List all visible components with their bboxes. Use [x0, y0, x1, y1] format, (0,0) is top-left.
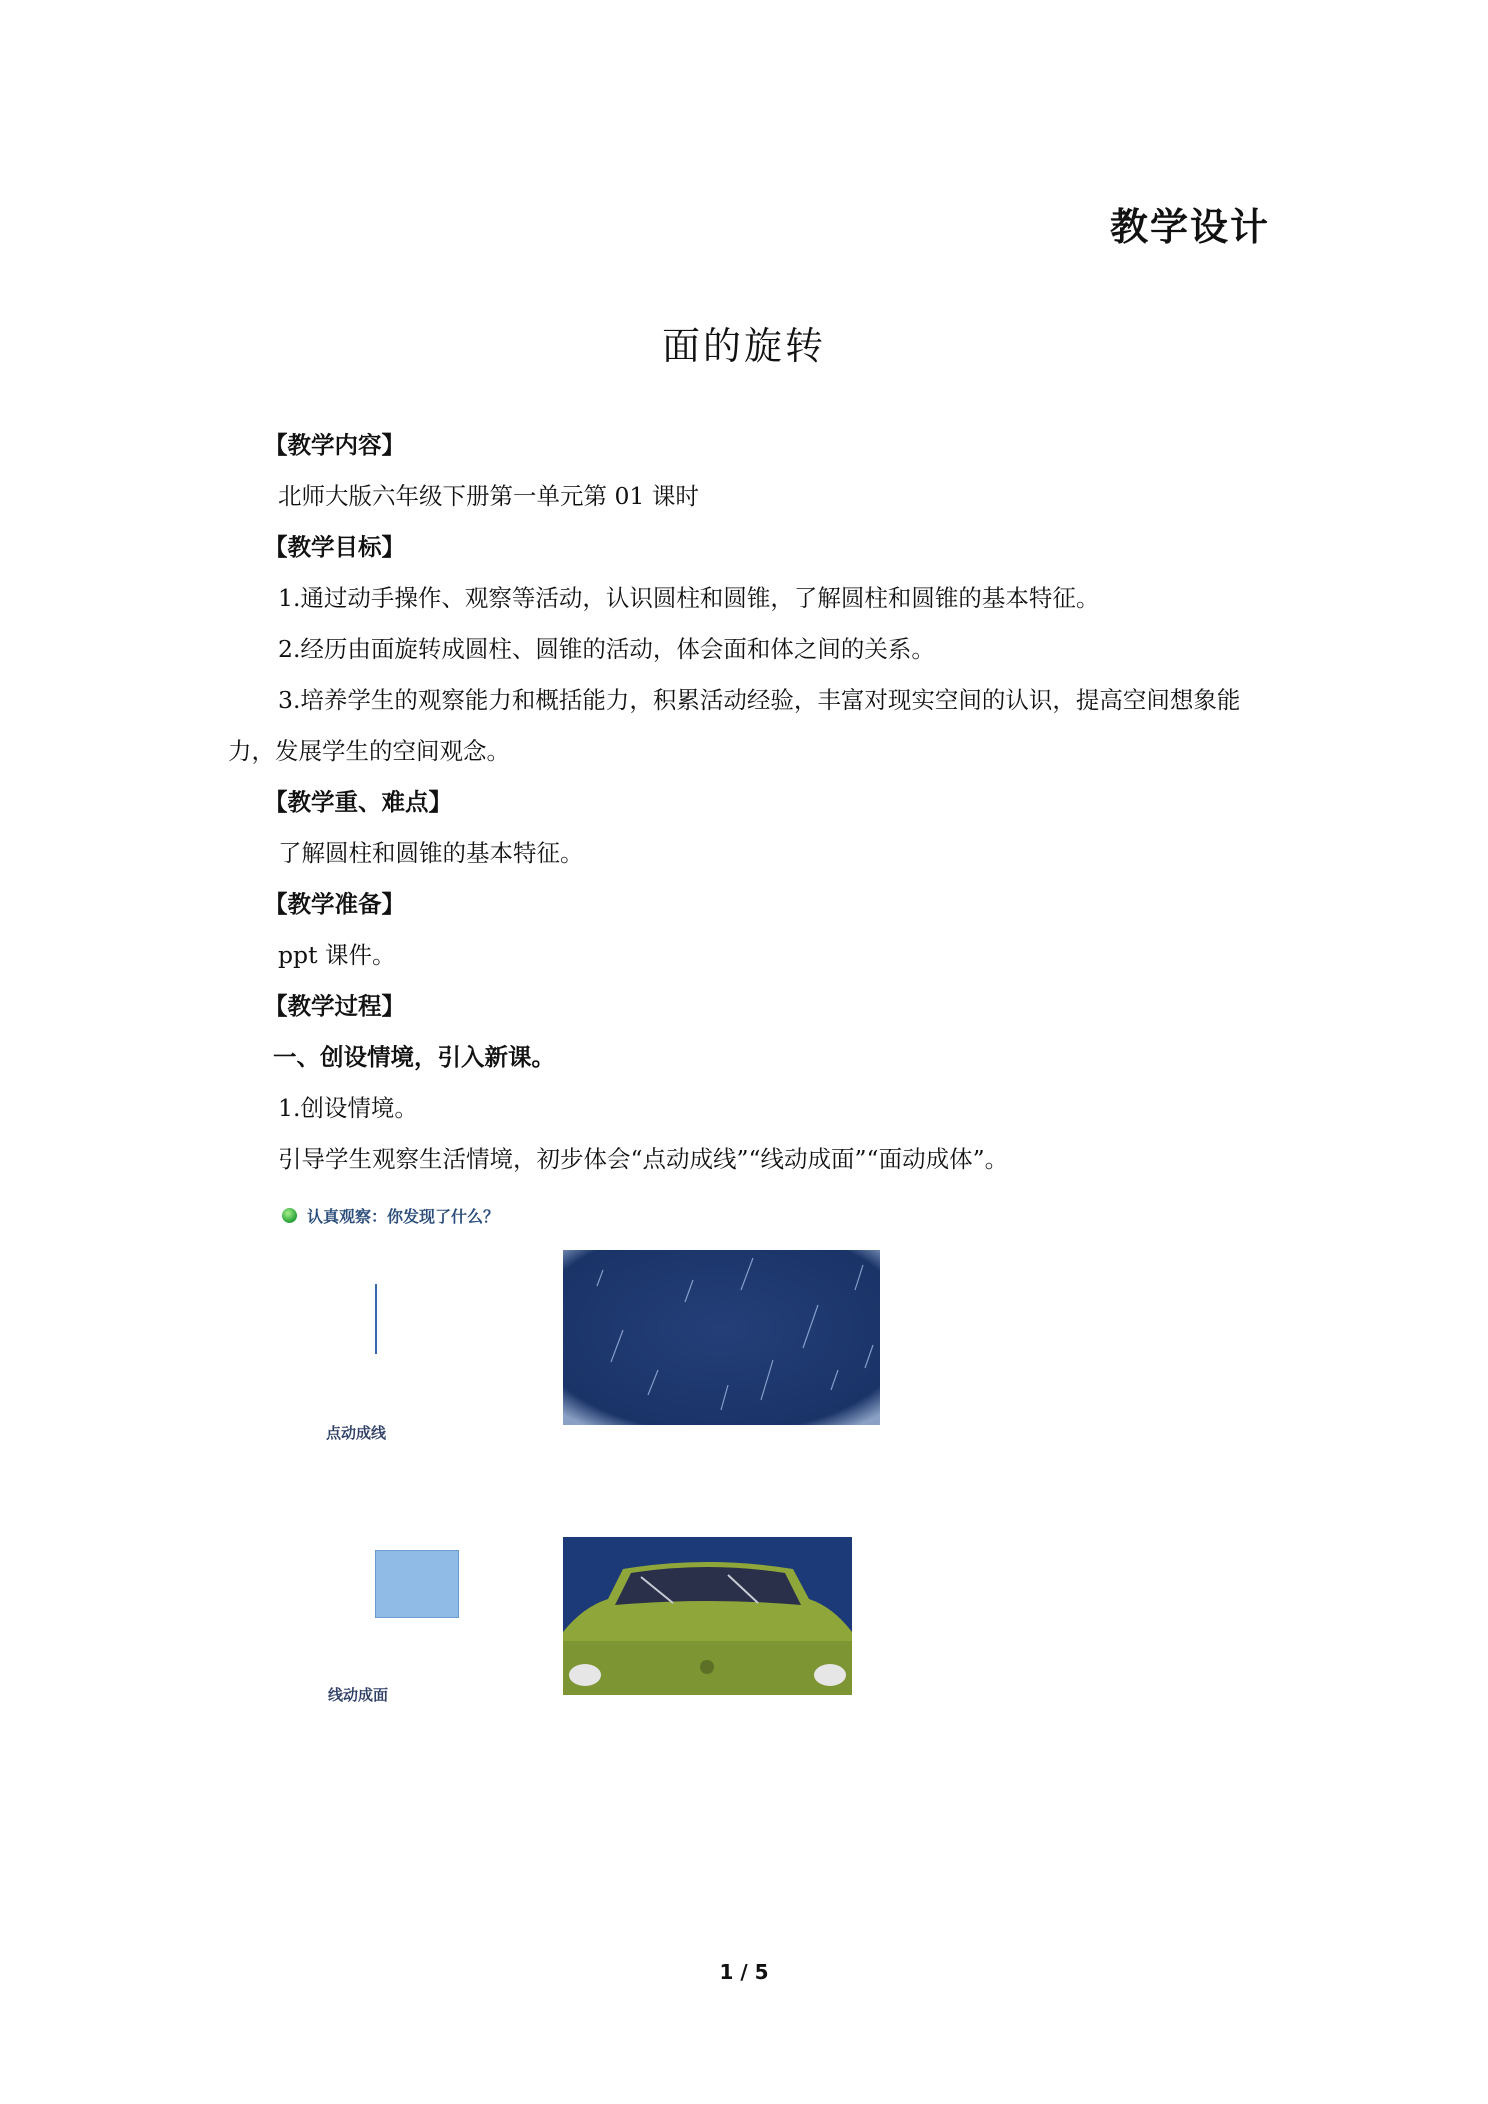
moving-point-line-figure [375, 1284, 377, 1354]
section-heading-key-points: 【教学重、难点】 [264, 788, 452, 816]
section-heading-process: 【教学过程】 [264, 992, 405, 1020]
page-number: 1 / 5 [719, 1960, 769, 1984]
preparation-text: ppt 课件。 [278, 941, 396, 969]
section-heading-preparation: 【教学准备】 [264, 890, 405, 918]
process-step-1-text: 引导学生观察生活情境，初步体会“点动成线”“线动成面”“面动成体”。 [278, 1145, 1009, 1173]
label-point-to-line: 点动成线 [326, 1424, 387, 1442]
car-wiper-image [563, 1537, 852, 1695]
document-type-label: 教学设计 [1109, 205, 1270, 249]
document-body [228, 420, 1272, 1185]
slide-header-text: 认真观察：你发现了什么？ [307, 1207, 500, 1226]
label-line-to-plane: 线动成面 [328, 1686, 389, 1704]
moving-line-rectangle-figure [375, 1550, 459, 1618]
page-title: 面的旋转 [661, 324, 826, 368]
key-points-text: 了解圆柱和圆锥的基本特征。 [278, 839, 584, 867]
process-step-1: 1.创设情境。 [278, 1094, 418, 1122]
slide-header [282, 1204, 499, 1227]
process-part-1: 一、创设情境，引入新课。 [273, 1043, 555, 1071]
section-heading-content: 【教学内容】 [264, 431, 405, 459]
content-text: 北师大版六年级下册第一单元第 01 课时 [278, 482, 699, 510]
rain-scene-image [563, 1250, 880, 1425]
bullet-icon [282, 1208, 297, 1223]
section-heading-goals: 【教学目标】 [264, 533, 405, 561]
goal-item-2: 2.经历由面旋转成圆柱、圆锥的活动，体会面和体之间的关系。 [278, 635, 935, 663]
goal-item-1: 1.通过动手操作、观察等活动，认识圆柱和圆锥，了解圆柱和圆锥的基本特征。 [278, 584, 1100, 612]
goal-item-3: 3.培养学生的观察能力和概括能力，积累活动经验，丰富对现实空间的认识，提高空间想象能力，发展学生的空间观念。 [228, 686, 1241, 765]
